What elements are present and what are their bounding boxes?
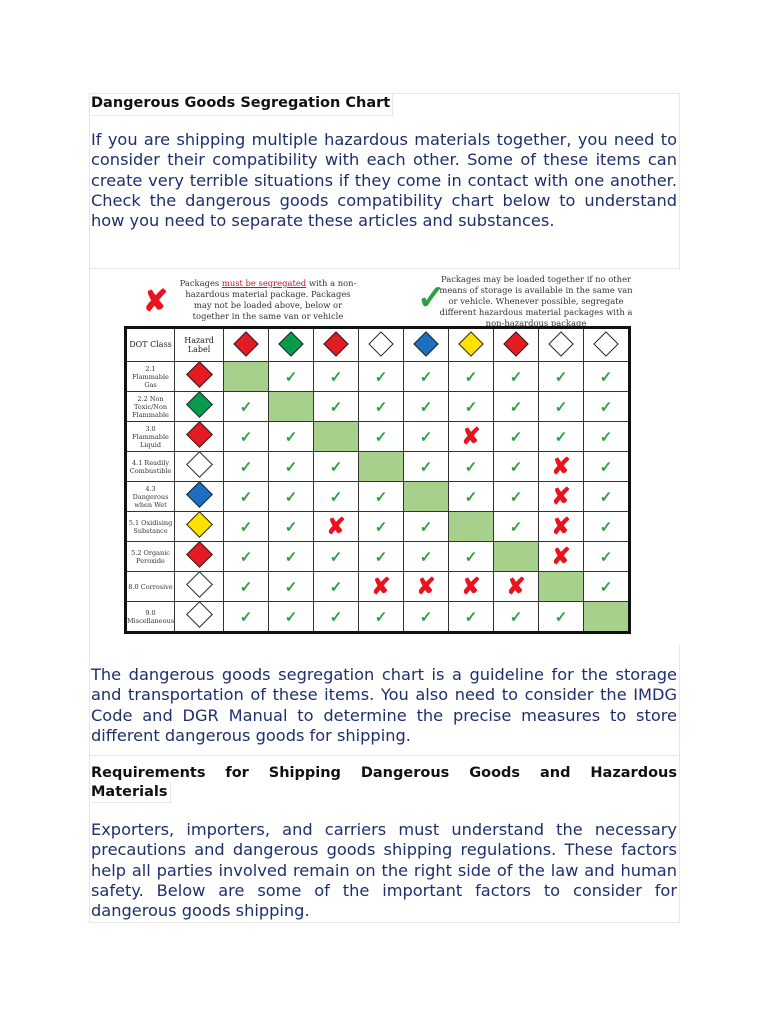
cross-icon: ✘ bbox=[461, 573, 481, 600]
dot-class-cell: 3.0 Flammable Liquid bbox=[126, 422, 175, 452]
table-row bbox=[126, 542, 630, 572]
segregate-cell bbox=[539, 512, 584, 542]
cross-icon: ✘ bbox=[143, 284, 169, 319]
compatible-cell bbox=[449, 482, 494, 512]
cross-icon: ✘ bbox=[461, 423, 481, 450]
dot-class-cell: 4.3 Dangerous when Wet bbox=[126, 482, 175, 512]
compatible-cell bbox=[584, 452, 630, 482]
compatible-cell bbox=[224, 602, 269, 633]
check-icon: ✓ bbox=[419, 398, 433, 416]
divider bbox=[90, 268, 678, 269]
compatible-cell bbox=[314, 482, 359, 512]
compatible-cell bbox=[494, 512, 539, 542]
check-icon: ✓ bbox=[329, 548, 343, 566]
check-icon: ✓ bbox=[329, 578, 343, 596]
flame-icon bbox=[323, 331, 348, 356]
check-icon: ✓ bbox=[284, 548, 298, 566]
table-row bbox=[126, 602, 630, 633]
compatible-cell bbox=[449, 392, 494, 422]
segregation-table bbox=[124, 326, 631, 634]
check-icon: ✓ bbox=[239, 428, 253, 446]
check-icon: ✓ bbox=[419, 548, 433, 566]
compatible-cell bbox=[404, 602, 449, 633]
hazard-column-header bbox=[314, 328, 359, 362]
check-icon: ✓ bbox=[329, 368, 343, 386]
hazard-label-cell bbox=[175, 542, 224, 572]
table-row bbox=[126, 512, 630, 542]
hazard-column-header bbox=[539, 328, 584, 362]
same-class-cell bbox=[539, 572, 584, 602]
check-icon: ✓ bbox=[599, 578, 613, 596]
hazard-label-cell bbox=[175, 422, 224, 452]
compatible-cell bbox=[449, 452, 494, 482]
table-row bbox=[126, 482, 630, 512]
table-row bbox=[126, 362, 630, 392]
gas-cylinder-icon bbox=[186, 391, 213, 418]
check-icon: ✓ bbox=[284, 578, 298, 596]
requirements-paragraph: Exporters, importers, and carriers must understand the necessary precautions and dangerous goods shipping regulations. These factors help all parties involved remain on the right side of the law and human safety. Below are some of the important factors to consider for dangerous goods shipping. bbox=[91, 820, 677, 921]
check-icon: ✓ bbox=[419, 368, 433, 386]
compatible-cell bbox=[359, 422, 404, 452]
check-icon: ✓ bbox=[239, 578, 253, 596]
check-icon: ✓ bbox=[329, 608, 343, 626]
check-icon: ✓ bbox=[509, 518, 523, 536]
check-icon: ✓ bbox=[509, 608, 523, 626]
compatible-cell bbox=[404, 512, 449, 542]
check-icon: ✓ bbox=[599, 458, 613, 476]
compatible-cell bbox=[584, 572, 630, 602]
check-icon: ✓ bbox=[554, 428, 568, 446]
check-icon: ✓ bbox=[419, 608, 433, 626]
check-icon: ✓ bbox=[374, 368, 388, 386]
same-class-cell bbox=[494, 542, 539, 572]
check-icon: ✓ bbox=[599, 368, 613, 386]
compatible-cell bbox=[359, 392, 404, 422]
segregate-cell bbox=[449, 422, 494, 452]
compatible-cell bbox=[224, 452, 269, 482]
flame-icon bbox=[186, 481, 213, 508]
hazard-column-header bbox=[359, 328, 404, 362]
segregate-cell bbox=[359, 572, 404, 602]
compatible-cell bbox=[449, 542, 494, 572]
flame-icon bbox=[186, 361, 213, 388]
compatible-cell bbox=[224, 542, 269, 572]
check-icon: ✓ bbox=[599, 398, 613, 416]
check-icon: ✓ bbox=[329, 458, 343, 476]
check-icon: ✓ bbox=[239, 458, 253, 476]
compatible-cell bbox=[269, 572, 314, 602]
hazard-column-header bbox=[224, 328, 269, 362]
check-icon: ✓ bbox=[374, 488, 388, 506]
check-icon: ✓ bbox=[509, 398, 523, 416]
dot-class-cell: 5.2 Organic Peroxide bbox=[126, 542, 175, 572]
cross-icon: ✘ bbox=[551, 543, 571, 570]
compatible-cell bbox=[359, 512, 404, 542]
compatible-cell bbox=[584, 482, 630, 512]
check-icon: ✓ bbox=[284, 428, 298, 446]
intro-paragraph: If you are shipping multiple hazardous materials together, you need to consider their compatibility with each other. Some of these items can create very terrible situations if they come in contact with one another. Check the dangerous goods compatibility chart below to understand how you need to separate these articles and substances. bbox=[91, 130, 677, 231]
corrosive-icon bbox=[186, 571, 213, 598]
compatible-cell bbox=[539, 362, 584, 392]
hazard-column-header bbox=[404, 328, 449, 362]
dot-class-cell: 8.0 Corrosive bbox=[126, 572, 175, 602]
check-icon: ✓ bbox=[464, 368, 478, 386]
check-icon: ✓ bbox=[554, 398, 568, 416]
hazard-column-header bbox=[584, 328, 630, 362]
cross-icon: ✘ bbox=[416, 573, 436, 600]
compatible-cell bbox=[449, 362, 494, 392]
check-icon: ✓ bbox=[239, 488, 253, 506]
compatible-cell bbox=[224, 392, 269, 422]
compatible-cell bbox=[224, 422, 269, 452]
flame-icon bbox=[186, 541, 213, 568]
check-icon: ✓ bbox=[509, 368, 523, 386]
compatible-cell bbox=[494, 362, 539, 392]
same-class-cell bbox=[224, 362, 269, 392]
check-icon: ✓ bbox=[374, 548, 388, 566]
stripes-icon bbox=[186, 601, 213, 628]
compatible-cell bbox=[359, 362, 404, 392]
requirements-heading-line1: Requirements for Shipping Dangerous Goods and Hazardous bbox=[91, 765, 677, 781]
same-class-cell bbox=[359, 452, 404, 482]
compatible-cell bbox=[269, 422, 314, 452]
segregate-cell bbox=[539, 542, 584, 572]
striped-flame-icon bbox=[186, 451, 213, 478]
segregate-cell bbox=[494, 572, 539, 602]
dot-class-cell: 2.2 Non Toxic/Non Flammable bbox=[126, 392, 175, 422]
compatible-cell bbox=[314, 572, 359, 602]
check-icon: ✓ bbox=[419, 428, 433, 446]
compatible-cell bbox=[224, 482, 269, 512]
check-icon: ✓ bbox=[374, 428, 388, 446]
compatible-cell bbox=[269, 602, 314, 633]
segregate-cell bbox=[449, 572, 494, 602]
cross-icon: ✘ bbox=[551, 513, 571, 540]
section-heading: Dangerous Goods Segregation Chart bbox=[91, 94, 393, 116]
check-icon: ✓ bbox=[419, 518, 433, 536]
check-icon: ✓ bbox=[509, 428, 523, 446]
compatible-cell bbox=[584, 362, 630, 392]
compatible-cell bbox=[314, 392, 359, 422]
check-icon: ✓ bbox=[464, 458, 478, 476]
table-row bbox=[126, 422, 630, 452]
check-icon: ✓ bbox=[374, 518, 388, 536]
hazard-column-header bbox=[494, 328, 539, 362]
flame-icon bbox=[233, 331, 258, 356]
hazard-label-cell bbox=[175, 602, 224, 633]
cross-icon: ✘ bbox=[326, 513, 346, 540]
compatible-cell bbox=[314, 362, 359, 392]
check-icon: ✓ bbox=[329, 488, 343, 506]
check-icon: ✓ bbox=[239, 548, 253, 566]
compatible-cell bbox=[494, 392, 539, 422]
hazard-label-cell bbox=[175, 572, 224, 602]
compatible-cell bbox=[314, 602, 359, 633]
compatible-cell bbox=[269, 482, 314, 512]
compatible-cell bbox=[359, 482, 404, 512]
same-class-cell bbox=[314, 422, 359, 452]
compatible-cell bbox=[359, 602, 404, 633]
check-icon: ✓ bbox=[599, 518, 613, 536]
flame-icon bbox=[503, 331, 528, 356]
hazard-label-cell bbox=[175, 512, 224, 542]
check-icon: ✓ bbox=[464, 548, 478, 566]
compatible-cell bbox=[584, 422, 630, 452]
compatible-cell bbox=[269, 542, 314, 572]
same-class-cell bbox=[404, 482, 449, 512]
cross-icon: ✘ bbox=[551, 453, 571, 480]
check-icon: ✓ bbox=[374, 398, 388, 416]
column-header-class: DOT Class bbox=[126, 328, 175, 362]
compatible-cell bbox=[404, 362, 449, 392]
table-row bbox=[126, 572, 630, 602]
compatible-cell bbox=[449, 602, 494, 633]
dot-class-cell: 5.1 Oxidising Substance bbox=[126, 512, 175, 542]
check-icon: ✓ bbox=[284, 458, 298, 476]
check-icon: ✓ bbox=[239, 608, 253, 626]
check-icon: ✓ bbox=[554, 368, 568, 386]
segregation-chart bbox=[91, 270, 691, 645]
check-icon: ✓ bbox=[284, 368, 298, 386]
oxidizer-icon bbox=[186, 511, 213, 538]
segregate-cell bbox=[404, 572, 449, 602]
table-row bbox=[126, 392, 630, 422]
gas-cylinder-icon bbox=[278, 331, 303, 356]
check-icon: ✓ bbox=[239, 518, 253, 536]
guideline-paragraph: The dangerous goods segregation chart is a guideline for the storage and transportation of these items. You also need to consider the IMDG Code and DGR Manual to determine the precise measures to store different dangerous goods for shipping. bbox=[91, 665, 677, 745]
dot-class-cell: 4.1 Readily Combustible bbox=[126, 452, 175, 482]
hazard-label-cell bbox=[175, 452, 224, 482]
segregate-cell bbox=[539, 482, 584, 512]
compatible-cell bbox=[314, 452, 359, 482]
compatible-cell bbox=[539, 602, 584, 633]
flame-icon bbox=[413, 331, 438, 356]
compatible-cell bbox=[269, 452, 314, 482]
check-icon: ✓ bbox=[374, 608, 388, 626]
hazard-label-cell bbox=[175, 392, 224, 422]
compatible-cell bbox=[539, 392, 584, 422]
same-class-cell bbox=[269, 392, 314, 422]
check-icon: ✓ bbox=[417, 278, 446, 318]
compatible-cell bbox=[314, 542, 359, 572]
compatible-cell bbox=[404, 422, 449, 452]
check-icon: ✓ bbox=[554, 608, 568, 626]
same-class-cell bbox=[584, 602, 630, 633]
compatible-cell bbox=[539, 422, 584, 452]
hazard-column-header bbox=[449, 328, 494, 362]
compatible-cell bbox=[269, 512, 314, 542]
check-icon: ✓ bbox=[419, 458, 433, 476]
oxidizer-icon bbox=[458, 331, 483, 356]
dot-class-cell: 9.0 Miscellaneous bbox=[126, 602, 175, 633]
dot-class-cell: 2.1 Flammable Gas bbox=[126, 362, 175, 392]
check-icon: ✓ bbox=[464, 488, 478, 506]
compatible-cell bbox=[224, 572, 269, 602]
cross-icon: ✘ bbox=[506, 573, 526, 600]
segregate-cell bbox=[314, 512, 359, 542]
compatible-cell bbox=[269, 362, 314, 392]
check-icon: ✓ bbox=[329, 398, 343, 416]
striped-flame-icon bbox=[368, 331, 393, 356]
compatible-cell bbox=[584, 542, 630, 572]
compatible-cell bbox=[224, 512, 269, 542]
hazard-label-cell bbox=[175, 482, 224, 512]
check-icon: ✓ bbox=[284, 488, 298, 506]
check-icon: ✓ bbox=[509, 458, 523, 476]
cross-icon: ✘ bbox=[551, 483, 571, 510]
legend-segregate-text: Packages must be segregated with a non-hazardous material package. Packages may not be loaded above, below or together in the same van or vehicle bbox=[179, 278, 357, 321]
flame-icon bbox=[186, 421, 213, 448]
check-icon: ✓ bbox=[464, 608, 478, 626]
check-icon: ✓ bbox=[284, 608, 298, 626]
compatible-cell bbox=[584, 512, 630, 542]
check-icon: ✓ bbox=[284, 518, 298, 536]
divider bbox=[90, 755, 678, 756]
legend-allowed-text: Packages may be loaded together if no other means of storage is available in the same van or vehicle. Whenever possible, segregate different hazardous material packages with a non-hazardous package bbox=[439, 274, 633, 328]
same-class-cell bbox=[449, 512, 494, 542]
compatible-cell bbox=[359, 542, 404, 572]
segregate-cell bbox=[539, 452, 584, 482]
compatible-cell bbox=[494, 422, 539, 452]
compatible-cell bbox=[584, 392, 630, 422]
column-header-label: Hazard Label bbox=[175, 328, 224, 362]
compatible-cell bbox=[494, 602, 539, 633]
check-icon: ✓ bbox=[509, 488, 523, 506]
compatible-cell bbox=[494, 452, 539, 482]
corrosive-icon bbox=[548, 331, 573, 356]
table-row bbox=[126, 452, 630, 482]
check-icon: ✓ bbox=[599, 428, 613, 446]
hazard-column-header bbox=[269, 328, 314, 362]
hazard-label-cell bbox=[175, 362, 224, 392]
check-icon: ✓ bbox=[599, 548, 613, 566]
cross-icon: ✘ bbox=[371, 573, 391, 600]
check-icon: ✓ bbox=[239, 398, 253, 416]
compatible-cell bbox=[404, 392, 449, 422]
compatible-cell bbox=[404, 452, 449, 482]
requirements-heading-line2: Materials bbox=[91, 783, 171, 803]
compatible-cell bbox=[404, 542, 449, 572]
check-icon: ✓ bbox=[464, 398, 478, 416]
check-icon: ✓ bbox=[599, 488, 613, 506]
stripes-icon bbox=[593, 331, 618, 356]
compatible-cell bbox=[494, 482, 539, 512]
